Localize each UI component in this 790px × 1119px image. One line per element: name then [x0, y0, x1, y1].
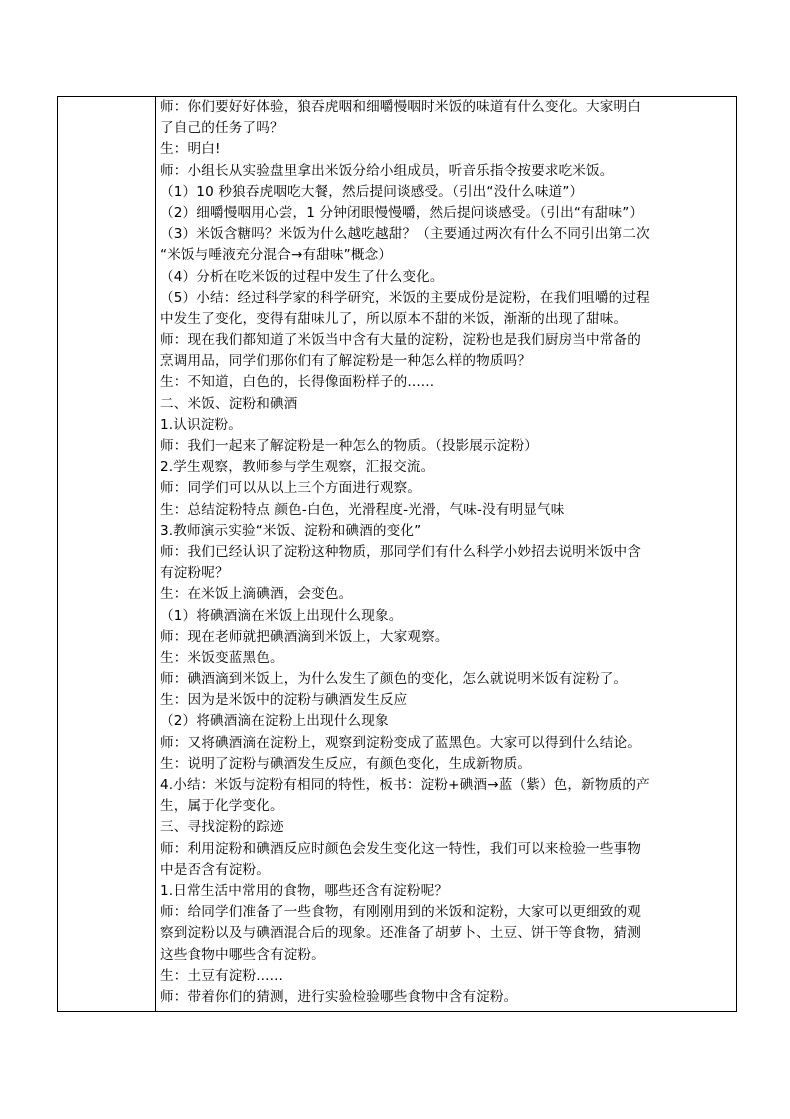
text-line: 师：现在老师就把碘酒滴到米饭上，大家观察。 [160, 628, 449, 645]
text-line: （4）分析在吃米饭的过程中发生了什么变化。 [160, 268, 444, 285]
text-line: 师：碘酒滴到米饭上，为什么发生了颜色的变化，怎么就说明米饭有淀粉了。 [160, 671, 628, 688]
text-line: 3.教师演示实验“米饭、淀粉和碘酒的变化” [160, 522, 422, 539]
text-line: 了自己的任务了吗？ [160, 120, 284, 137]
text-line: 4.小结：米饭与淀粉有相同的特性，板书：淀粉+碘酒→蓝（紫）色，新物质的产 [160, 777, 650, 793]
text-line: 师：同学们可以从以上三个方面进行观察。 [160, 480, 422, 497]
text-line: 师：你们要好好体验，狼吞虎咽和细嚼慢咽时米饭的味道有什么变化。大家明白 [160, 99, 642, 115]
text-line: 生：土豆有淀粉...... [160, 967, 284, 984]
text-line: 生：因为是米饭中的淀粉与碘酒发生反应 [160, 692, 408, 709]
text-line: 师：带着你们的猜测，进行实验检验哪些食物中含有淀粉。 [160, 988, 518, 1005]
text-line: 生：米饭变蓝黑色。 [160, 649, 284, 666]
text-line: 二、米饭、淀粉和碘酒 [160, 395, 298, 412]
text-line: （5）小结：经过科学家的科学研究，米饭的主要成份是淀粉，在我们咀嚼的过程 [160, 289, 650, 306]
text-line: 有淀粉呢？ [160, 565, 229, 582]
text-line: 烹调用品，同学们那你们有了解淀粉是一种怎么样的物质吗？ [160, 353, 532, 370]
text-line: 中是否含有淀粉。 [160, 861, 270, 878]
text-line: 1.日常生活中常用的食物，哪些还含有淀粉呢？ [160, 882, 449, 899]
text-line: 师：又将碘酒滴在淀粉上，观察到淀粉变成了蓝黑色。大家可以得到什么结论。 [160, 734, 642, 751]
text-line: 这些食物中哪些含有淀粉。 [160, 946, 325, 963]
text-line: 生：明白! [160, 141, 221, 158]
text-line: 师：我们已经认识了淀粉这种物质，那同学们有什么科学小妙招去说明米饭中含 [160, 543, 642, 560]
text-line: 2.学生观察，教师参与学生观察，汇报交流。 [160, 459, 435, 476]
text-line: 生：总结淀粉特点 颜色-白色，光滑程度-光滑，气味-没有明显气味 [160, 501, 565, 518]
text-line: 师：现在我们都知道了米饭当中含有大量的淀粉，淀粉也是我们厨房当中常备的 [160, 332, 642, 349]
text-line: （1）10 秒狼吞虎咽吃大餐，然后提问谈感受。（引出“没什么味道”） [160, 183, 584, 200]
text-line: 察到淀粉以及与碘酒混合后的现象。还准备了胡萝卜、土豆、饼干等食物，猜测 [160, 925, 642, 942]
text-line: “米饭与唾液充分混合→有甜味”概念） [160, 247, 393, 264]
text-line: 生：不知道，白色的，长得像面粉样子的...... [160, 374, 435, 391]
text-line: 1.认识淀粉。 [160, 416, 242, 433]
text-line: 生：说明了淀粉与碘酒发生反应，有颜色变化，生成新物质。 [160, 755, 532, 772]
text-line: （3）米饭含糖吗？米饭为什么越吃越甜？（主要通过两次有什么不同引出第二次 [160, 226, 650, 243]
text-line: 生，属于化学变化。 [160, 798, 284, 815]
text-line: （2）将碘酒滴在淀粉上出现什么现象 [160, 713, 389, 730]
text-line: 师：利用淀粉和碘酒反应时颜色会发生变化这一特性，我们可以来检验一些事物 [160, 840, 642, 857]
lesson-table [57, 96, 737, 1012]
text-line: （1）将碘酒滴在米饭上出现什么现象。 [160, 607, 403, 624]
text-line: 生：在米饭上滴碘酒，会变色。 [160, 586, 353, 603]
table-left-column [58, 97, 156, 1011]
table-content-cell [156, 97, 736, 1011]
text-line: （2）细嚼慢咽用心尝，1 分钟闭眼慢慢嚼，然后提问谈感受。（引出“有甜味”） [160, 204, 644, 221]
text-line: 师：我们一起来了解淀粉是一种怎么的物质。（投影展示淀粉） [160, 438, 539, 454]
text-line: 三、寻找淀粉的踪迹 [160, 819, 284, 836]
text-line: 师：给同学们准备了一些食物，有刚刚用到的米饭和淀粉，大家可以更细致的观 [160, 904, 642, 921]
text-line: 师：小组长从实验盘里拿出米饭分给小组成员，听音乐指令按要求吃米饭。 [160, 162, 614, 179]
text-line: 中发生了变化，变得有甜味儿了，所以原本不甜的米饭，渐渐的出现了甜味。 [160, 310, 628, 327]
